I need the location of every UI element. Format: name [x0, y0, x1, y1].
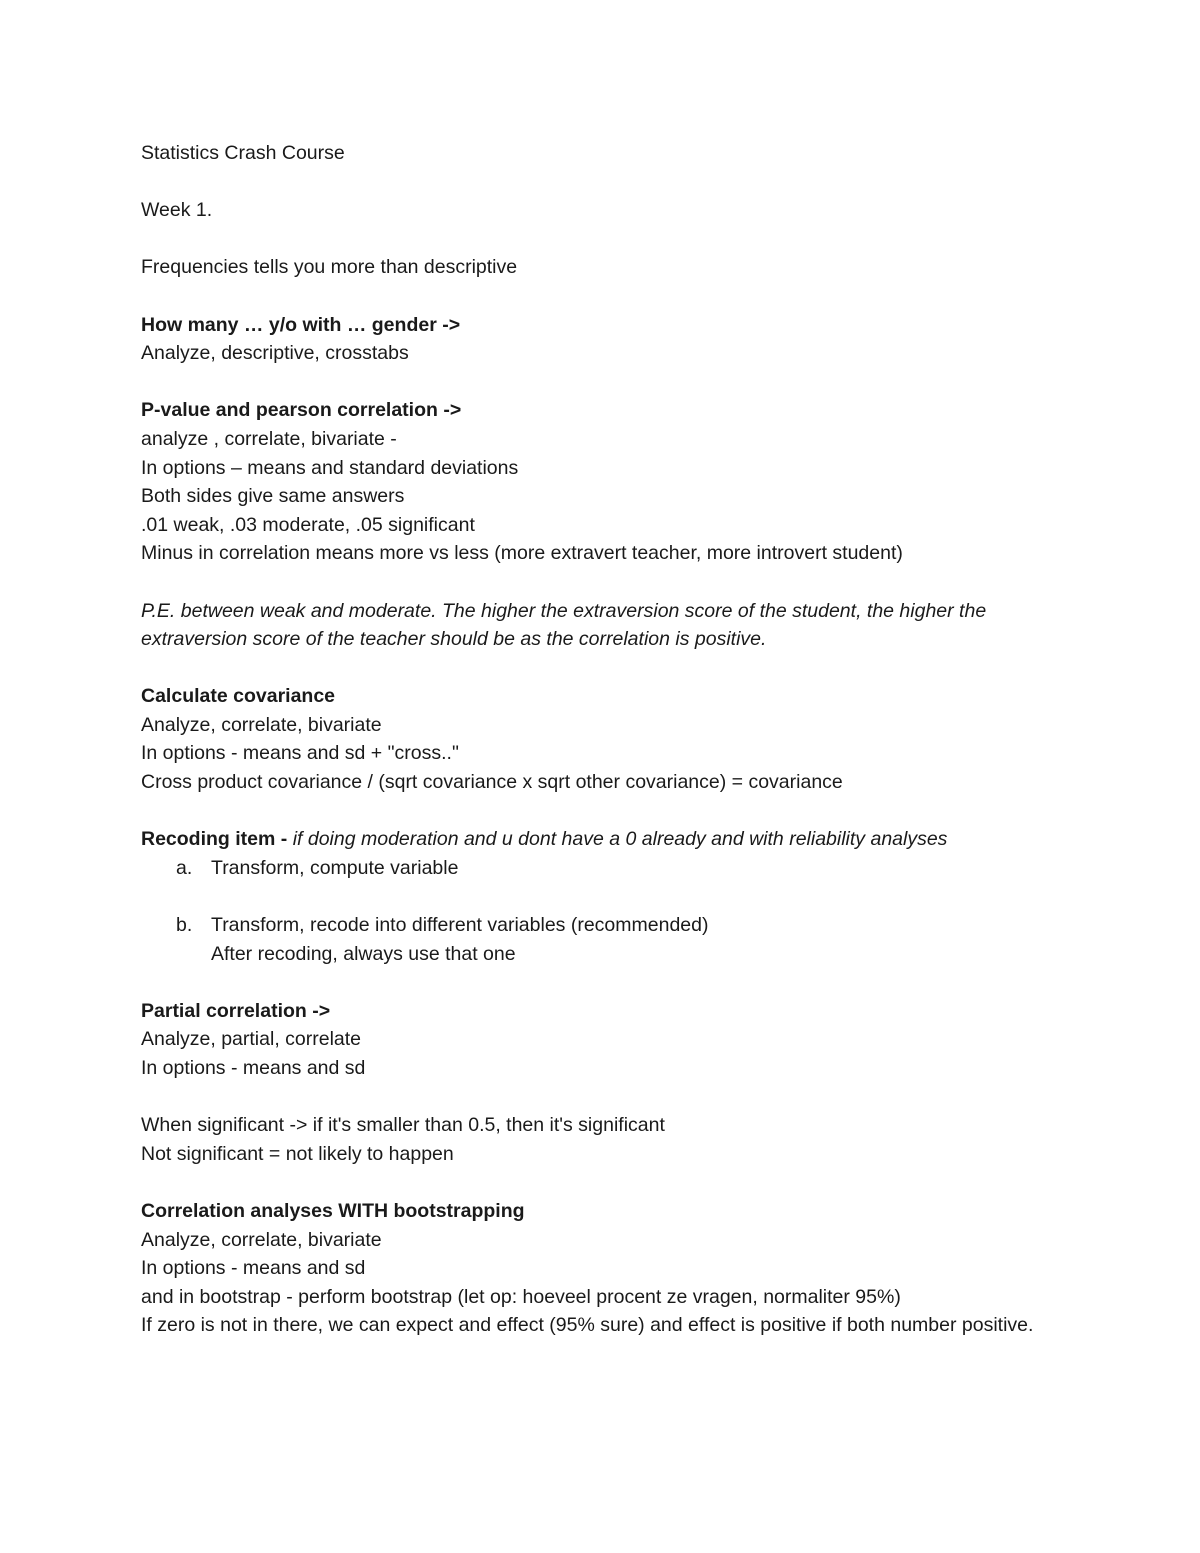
list-marker: b. [176, 914, 193, 937]
spacer [141, 654, 1071, 683]
spacer [141, 225, 1071, 254]
section-line: In options – means and standard deviations [141, 456, 519, 479]
section-heading-covariance: Calculate covariance [141, 685, 336, 708]
spacer [141, 282, 1071, 311]
spacer [141, 368, 1071, 397]
spacer [141, 1168, 1071, 1197]
section-line: and in bootstrap - perform bootstrap (let op: hoeveel procent ze vragen, normaliter 95%) [141, 1285, 901, 1308]
list-item-text: Transform, recode into different variables (recommended) [211, 914, 709, 937]
section-heading-p-value: P-value and pearson correlation -> [141, 399, 462, 422]
list-item-subtext: After recoding, always use that one [211, 942, 516, 965]
section-line: When significant -> if it's smaller than 0.5, then it's significant [141, 1114, 665, 1137]
example-note: P.E. between weak and moderate. The higher the extraversion score of the student, the higher the extraversion score of the teacher should be as the correlation is positive. [141, 599, 987, 651]
spacer [141, 1083, 1071, 1112]
list-marker: a. [176, 856, 193, 879]
spacer [141, 568, 1071, 597]
section-line: In options - means and sd [141, 1257, 366, 1280]
list-item-text: Transform, compute variable [211, 856, 459, 879]
recoding-heading-note: if doing moderation and u dont have a 0 already and with reliability analyses [292, 828, 948, 851]
section-heading-recoding [141, 825, 1071, 854]
list-item [141, 854, 1071, 883]
section-line: Not significant = not likely to happen [141, 1142, 454, 1165]
section-line: Analyze, correlate, bivariate [141, 1228, 382, 1251]
section-line: Both sides give same answers [141, 485, 405, 508]
section-line: Analyze, descriptive, crosstabs [141, 342, 409, 365]
section-heading-partial-correlation: Partial correlation -> [141, 999, 331, 1022]
intro-text: Frequencies tells you more than descriptive [141, 256, 518, 279]
spacer [141, 168, 1071, 197]
recoding-steps-list [141, 854, 1071, 968]
section-line: Minus in correlation means more vs less (more extravert teacher, more introvert student) [141, 542, 903, 565]
section-line: Analyze, partial, correlate [141, 1028, 362, 1051]
document-title: Statistics Crash Course [141, 142, 345, 164]
document-page [141, 139, 1071, 1340]
section-line: Analyze, correlate, bivariate [141, 713, 382, 736]
section-line: analyze , correlate, bivariate - [141, 427, 397, 450]
spacer [141, 882, 1071, 911]
section-line: .01 weak, .03 moderate, .05 significant [141, 513, 475, 536]
section-line: In options - means and sd + "cross.." [141, 742, 459, 765]
section-line: Cross product covariance / (sqrt covariance x sqrt other covariance) = covariance [141, 771, 843, 794]
week-label: Week 1. [141, 199, 213, 222]
section-heading-bootstrapping: Correlation analyses WITH bootstrapping [141, 1199, 525, 1222]
spacer [141, 968, 1071, 997]
recoding-heading-label: Recoding item - [141, 828, 288, 851]
list-item [141, 911, 1071, 968]
section-heading-how-many: How many … y/o with … gender -> [141, 313, 461, 336]
closing-text: If zero is not in there, we can expect and effect (95% sure) and effect is positive if both number positive. [141, 1314, 1034, 1337]
spacer [141, 797, 1071, 826]
section-line: In options - means and sd [141, 1057, 366, 1079]
